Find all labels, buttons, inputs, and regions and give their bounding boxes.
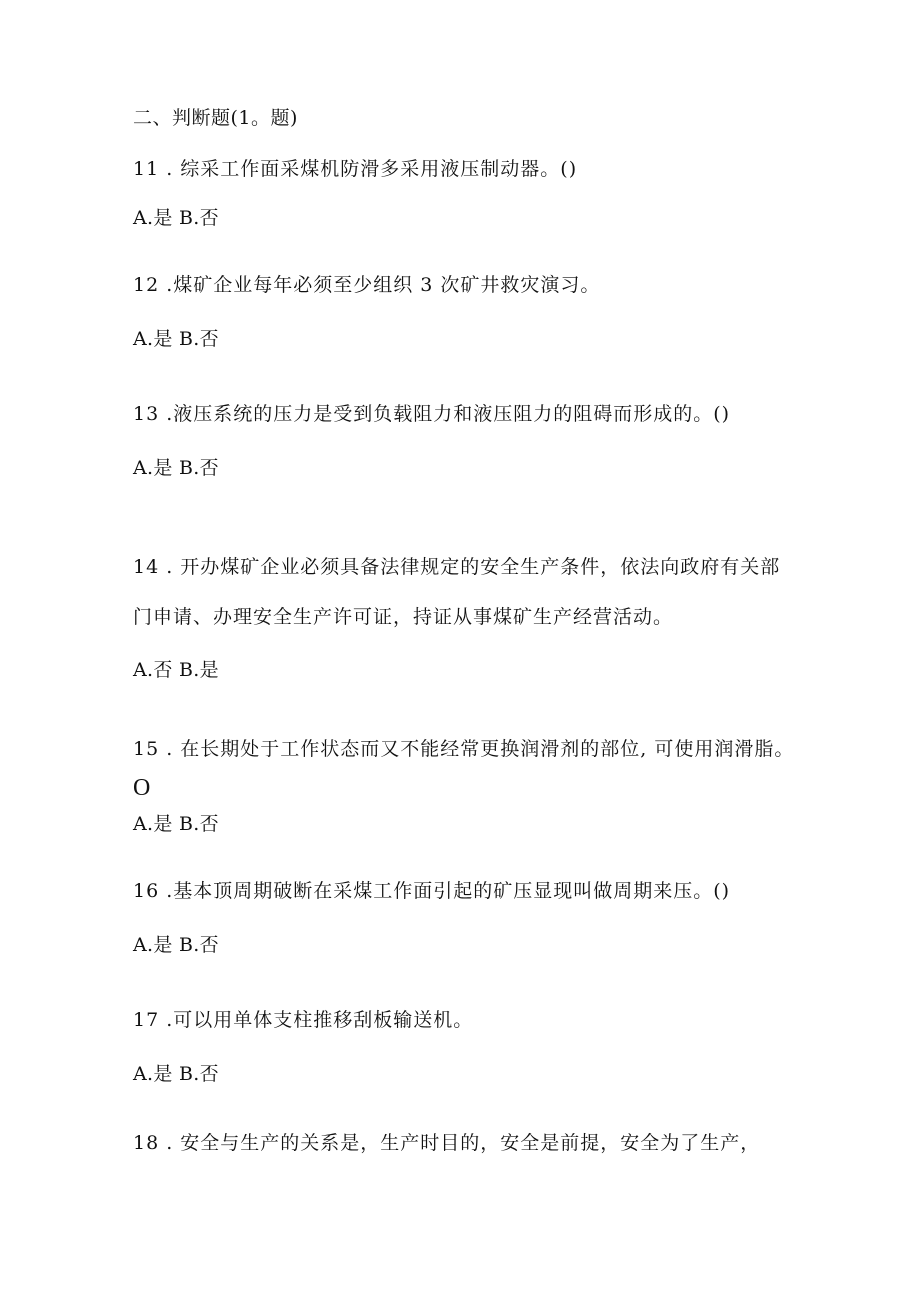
answer-14: A.否 B.是 [133,659,219,681]
question-14: 14 . 开办煤矿企业必须具备法律规定的安全生产条件，依法向政府有关部 [133,556,781,578]
answer-17: A.是 B.否 [133,1063,219,1085]
question-18: 18 . 安全与生产的关系是，生产时目的，安全是前提，安全为了生产， [133,1132,761,1154]
question-16: 16 .基本顶周期破断在采煤工作面引起的矿压显现叫做周期来压。() [133,880,731,902]
question-12: 12 .煤矿企业每年必须至少组织 3 次矿井救灾演习。 [133,274,601,296]
answer-16: A.是 B.否 [133,934,219,956]
answer-11: A.是 B.否 [133,207,219,229]
answer-15: A.是 B.否 [133,813,219,835]
section-title: 二、判断题(1。题) [133,107,298,129]
answer-12: A.是 B.否 [133,328,219,350]
question-13: 13 .液压系统的压力是受到负载阻力和液压阻力的阻碍而形成的。() [133,403,731,425]
answer-13: A.是 B.否 [133,457,219,479]
question-14-continued: 门申请、办理安全生产许可证，持证从事煤矿生产经营活动。 [133,606,674,628]
question-17: 17 .可以用单体支柱推移刮板输送机。 [133,1009,474,1031]
question-15: 15 . 在长期处于工作状态而又不能经常更换润滑剂的部位, 可使用润滑脂。 [133,738,795,760]
question-15-continued: O [133,775,151,801]
question-11: 11 . 综采工作面采煤机防滑多采用液压制动器。() [133,158,578,180]
